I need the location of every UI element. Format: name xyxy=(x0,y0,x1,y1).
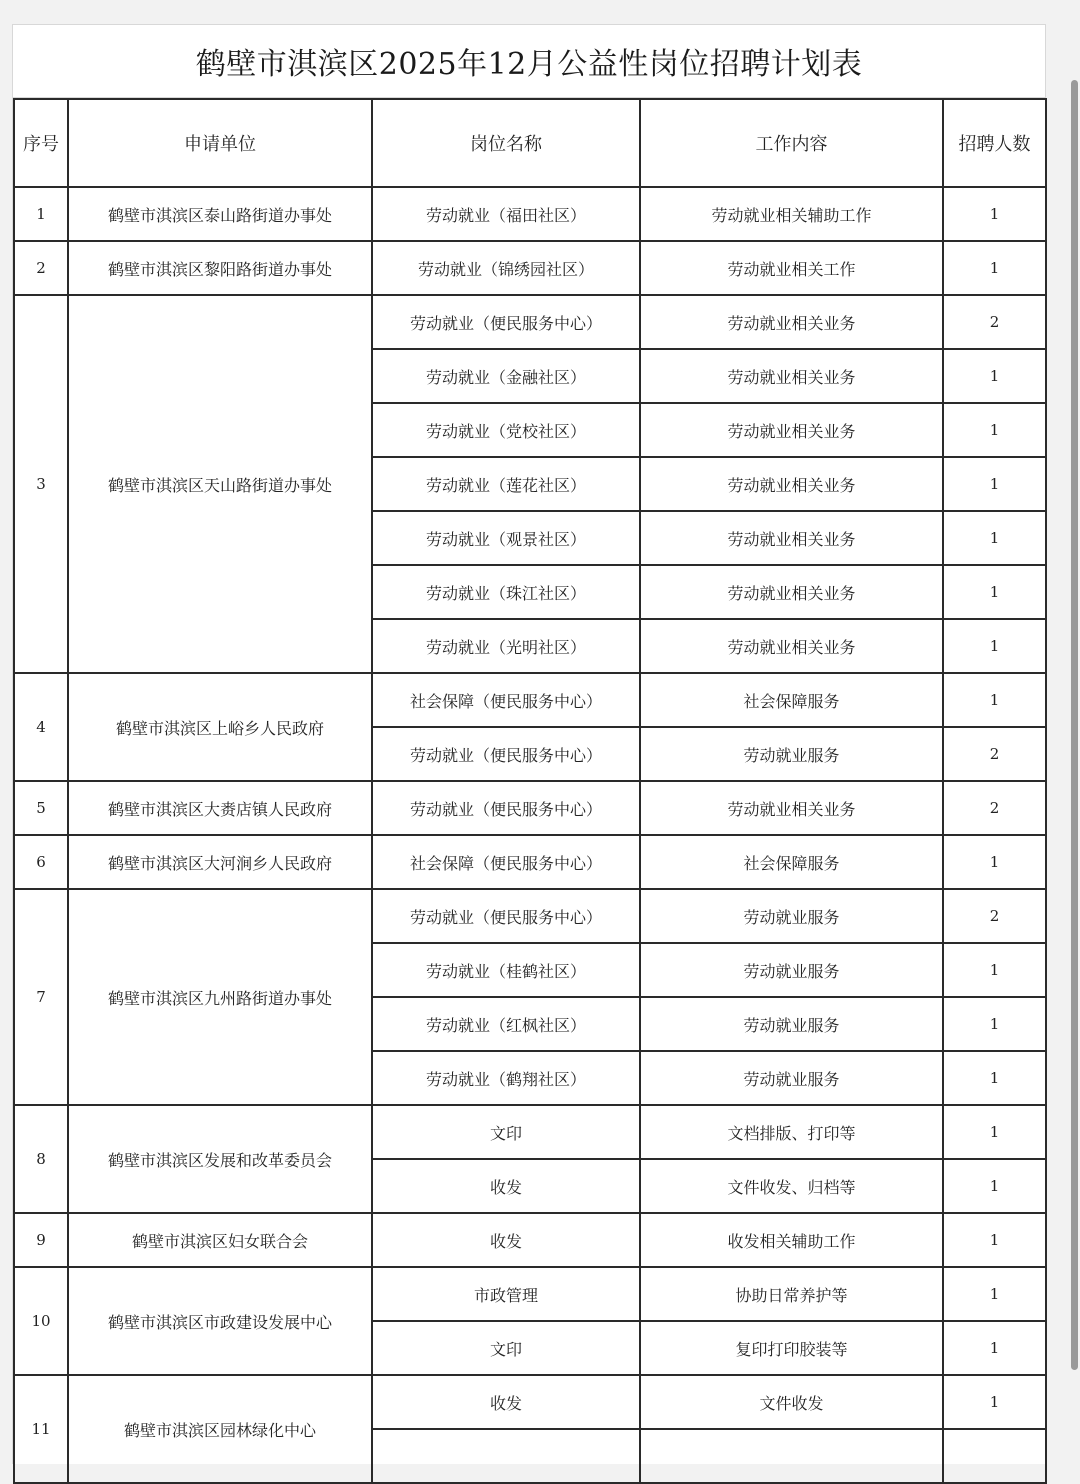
cell-position: 社会保障（便民服务中心） xyxy=(372,673,640,727)
cell-position: 劳动就业（珠江社区） xyxy=(372,565,640,619)
cell-content: 劳动就业相关辅助工作 xyxy=(640,187,943,241)
page-title: 鹤壁市淇滨区2025年12月公益性岗位招聘计划表 xyxy=(13,24,1045,98)
scrollbar[interactable] xyxy=(1071,80,1078,1370)
cell-content: 劳动就业相关业务 xyxy=(640,295,943,349)
cell-count: 1 xyxy=(943,349,1046,403)
table-row xyxy=(14,295,1046,349)
cell-content: 劳动就业相关业务 xyxy=(640,349,943,403)
cell-count: 2 xyxy=(943,727,1046,781)
table-row xyxy=(14,781,1046,835)
cell-unit: 鹤壁市淇滨区泰山路街道办事处 xyxy=(68,187,372,241)
cell-content: 复印打印胶装等 xyxy=(640,1321,943,1375)
cell-count: 1 xyxy=(943,187,1046,241)
cell-content: 劳动就业相关业务 xyxy=(640,403,943,457)
cell-content: 劳动就业相关业务 xyxy=(640,457,943,511)
table-header-row xyxy=(14,99,1046,187)
table-row xyxy=(14,241,1046,295)
cell-count: 2 xyxy=(943,295,1046,349)
cell-count: 2 xyxy=(943,781,1046,835)
cell-seq: 5 xyxy=(14,781,68,835)
cell-unit: 鹤壁市淇滨区发展和改革委员会 xyxy=(68,1105,372,1213)
cell-seq: 10 xyxy=(14,1267,68,1375)
cell-seq: 1 xyxy=(14,187,68,241)
cell-count: 1 xyxy=(943,619,1046,673)
cell-seq: 6 xyxy=(14,835,68,889)
cell-position: 文印 xyxy=(372,1321,640,1375)
table-row xyxy=(14,835,1046,889)
cell-content: 劳动就业相关工作 xyxy=(640,241,943,295)
cell-unit: 鹤壁市淇滨区大赉店镇人民政府 xyxy=(68,781,372,835)
cell-content: 劳动就业服务 xyxy=(640,943,943,997)
cell-unit: 鹤壁市淇滨区市政建设发展中心 xyxy=(68,1267,372,1375)
cell-count: 1 xyxy=(943,565,1046,619)
cell-seq: 9 xyxy=(14,1213,68,1267)
cell-position: 劳动就业（便民服务中心） xyxy=(372,889,640,943)
cell-count: 1 xyxy=(943,1321,1046,1375)
cell-position: 劳动就业（党校社区） xyxy=(372,403,640,457)
cell-unit: 鹤壁市淇滨区九州路街道办事处 xyxy=(68,889,372,1105)
cell-count: 1 xyxy=(943,997,1046,1051)
table-body xyxy=(14,187,1046,1483)
cell-count: 1 xyxy=(943,511,1046,565)
cell-unit: 鹤壁市淇滨区妇女联合会 xyxy=(68,1213,372,1267)
cell-content: 协助日常养护等 xyxy=(640,1267,943,1321)
cell-seq: 7 xyxy=(14,889,68,1105)
cell-count: 1 xyxy=(943,457,1046,511)
cell-content: 劳动就业服务 xyxy=(640,997,943,1051)
table-row xyxy=(14,1105,1046,1159)
cell-position: 劳动就业（便民服务中心） xyxy=(372,295,640,349)
cell-position: 劳动就业（红枫社区） xyxy=(372,997,640,1051)
cell-unit: 鹤壁市淇滨区园林绿化中心 xyxy=(68,1375,372,1483)
cell-count xyxy=(943,1429,1046,1483)
cell-unit: 鹤壁市淇滨区天山路街道办事处 xyxy=(68,295,372,673)
cell-position: 收发 xyxy=(372,1213,640,1267)
cell-content: 收发相关辅助工作 xyxy=(640,1213,943,1267)
cell-seq: 2 xyxy=(14,241,68,295)
cell-count: 1 xyxy=(943,1267,1046,1321)
cell-position: 劳动就业（莲花社区） xyxy=(372,457,640,511)
cell-position: 劳动就业（观景社区） xyxy=(372,511,640,565)
cell-count: 1 xyxy=(943,1051,1046,1105)
cell-position: 劳动就业（桂鹤社区） xyxy=(372,943,640,997)
cell-content: 劳动就业服务 xyxy=(640,727,943,781)
cell-count: 1 xyxy=(943,1159,1046,1213)
cell-count: 1 xyxy=(943,1213,1046,1267)
cell-position: 劳动就业（光明社区） xyxy=(372,619,640,673)
cell-content: 劳动就业服务 xyxy=(640,889,943,943)
header-position: 岗位名称 xyxy=(372,99,640,187)
cell-seq: 8 xyxy=(14,1105,68,1213)
cell-unit: 鹤壁市淇滨区黎阳路街道办事处 xyxy=(68,241,372,295)
cell-unit: 鹤壁市淇滨区大河涧乡人民政府 xyxy=(68,835,372,889)
table-row xyxy=(14,1213,1046,1267)
cell-seq: 4 xyxy=(14,673,68,781)
cell-content: 社会保障服务 xyxy=(640,835,943,889)
cell-content: 劳动就业相关业务 xyxy=(640,781,943,835)
cell-position: 劳动就业（鹤翔社区） xyxy=(372,1051,640,1105)
cell-content: 劳动就业相关业务 xyxy=(640,619,943,673)
cell-count: 1 xyxy=(943,835,1046,889)
cell-position: 劳动就业（锦绣园社区） xyxy=(372,241,640,295)
cell-position: 劳动就业（金融社区） xyxy=(372,349,640,403)
cell-count: 1 xyxy=(943,241,1046,295)
cell-position: 社会保障（便民服务中心） xyxy=(372,835,640,889)
cell-position: 劳动就业（福田社区） xyxy=(372,187,640,241)
cell-content: 社会保障服务 xyxy=(640,673,943,727)
header-seq: 序号 xyxy=(14,99,68,187)
table-row xyxy=(14,187,1046,241)
cell-position: 劳动就业（便民服务中心） xyxy=(372,781,640,835)
cell-seq: 3 xyxy=(14,295,68,673)
document-sheet xyxy=(12,24,1046,1464)
header-content: 工作内容 xyxy=(640,99,943,187)
table-row xyxy=(14,1267,1046,1321)
cell-content: 文件收发、归档等 xyxy=(640,1159,943,1213)
cell-content: 劳动就业相关业务 xyxy=(640,565,943,619)
table-row xyxy=(14,673,1046,727)
recruitment-table xyxy=(13,98,1047,1484)
header-unit: 申请单位 xyxy=(68,99,372,187)
cell-position: 文印 xyxy=(372,1105,640,1159)
cell-count: 1 xyxy=(943,673,1046,727)
table-row xyxy=(14,1375,1046,1429)
cell-count: 1 xyxy=(943,1105,1046,1159)
cell-content: 劳动就业服务 xyxy=(640,1051,943,1105)
cell-position: 劳动就业（便民服务中心） xyxy=(372,727,640,781)
cell-content xyxy=(640,1429,943,1483)
cell-content: 文件收发 xyxy=(640,1375,943,1429)
cell-unit: 鹤壁市淇滨区上峪乡人民政府 xyxy=(68,673,372,781)
cell-content: 文档排版、打印等 xyxy=(640,1105,943,1159)
cell-position: 市政管理 xyxy=(372,1267,640,1321)
cell-count: 2 xyxy=(943,889,1046,943)
cell-count: 1 xyxy=(943,1375,1046,1429)
table-row xyxy=(14,889,1046,943)
cell-content: 劳动就业相关业务 xyxy=(640,511,943,565)
header-count: 招聘人数 xyxy=(943,99,1046,187)
cell-position: 收发 xyxy=(372,1375,640,1429)
cell-count: 1 xyxy=(943,943,1046,997)
cell-seq: 11 xyxy=(14,1375,68,1483)
cell-position xyxy=(372,1429,640,1483)
cell-count: 1 xyxy=(943,403,1046,457)
cell-position: 收发 xyxy=(372,1159,640,1213)
